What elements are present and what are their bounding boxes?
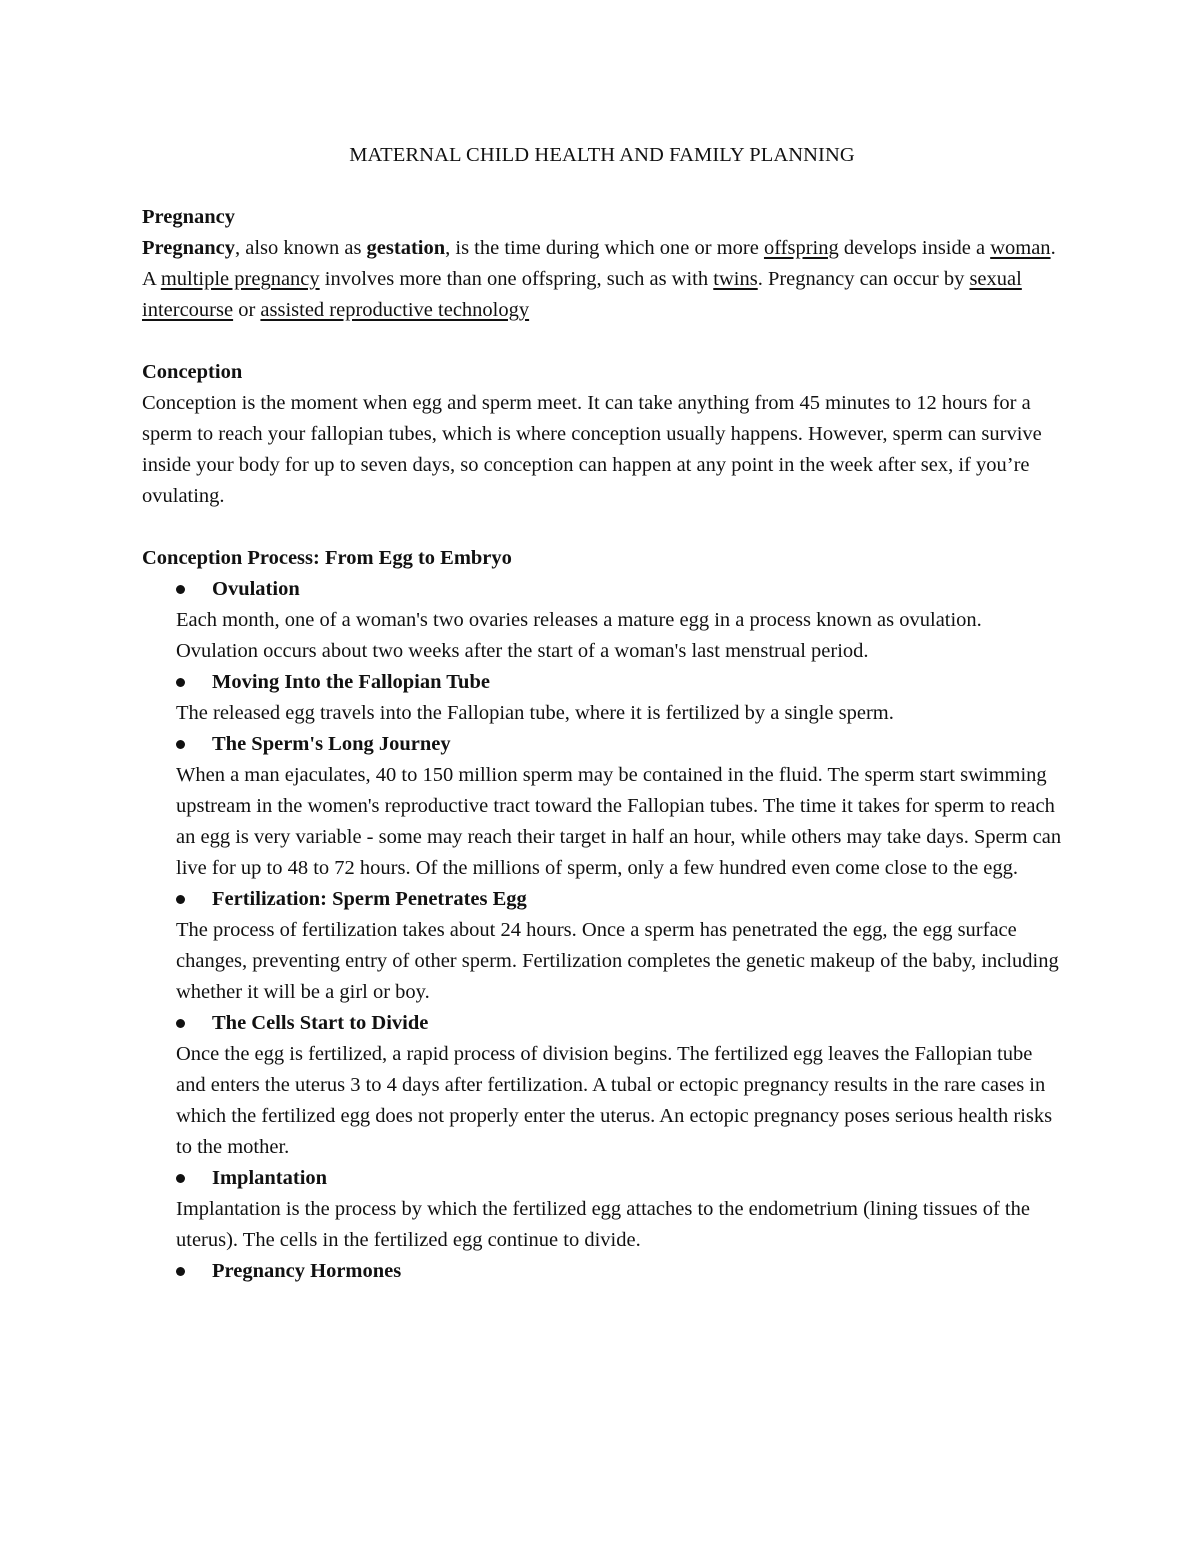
list-item (142, 1163, 1062, 1256)
list-item (142, 729, 1062, 884)
text-run: , is the time during which one or more (445, 237, 764, 259)
step-text: The process of fertilization takes about 24 hours. Once a sperm has penetrated the egg, the egg surface changes, preventing entry of other sperm. Fertilization completes the genetic makeup of the baby, including whether it will be a girl or boy. (176, 919, 1059, 1003)
list-item (142, 884, 1062, 1008)
link-multiple-pregnancy[interactable]: multiple pregnancy (160, 268, 320, 290)
conception-paragraph: Conception is the moment when egg and sperm meet. It can take anything from 45 minutes to 12 hours for a sperm to reach your fallopian tubes, which is where conception usually happens. However, sperm can survive inside your body for up to seven days, so conception can happen at any point in the week after sex, if you’re ovulating. (142, 392, 1042, 507)
list-item (142, 1008, 1062, 1163)
step-title: Pregnancy Hormones (212, 1260, 402, 1282)
conception-process-section (142, 543, 1062, 1287)
conception-section (142, 357, 1062, 512)
document-title: MATERNAL CHILD HEALTH AND FAMILY PLANNING (349, 144, 855, 166)
link-sexual-intercourse[interactable]: sexual intercourse (142, 268, 1022, 321)
step-title: Fertilization: Sperm Penetrates Egg (212, 888, 527, 910)
text-run: develops inside a (838, 237, 991, 259)
step-title: Implantation (212, 1167, 328, 1189)
bullet-icon (176, 1174, 185, 1183)
link-offspring[interactable]: offspring (763, 237, 839, 259)
step-title: The Cells Start to Divide (212, 1012, 429, 1034)
step-title: Moving Into the Fallopian Tube (212, 671, 490, 693)
list-item (142, 574, 1062, 667)
pregnancy-section (142, 202, 1062, 326)
step-text: Each month, one of a woman's two ovaries releases a mature egg in a process known as ovulation. Ovulation occurs about two weeks after the start of a woman's last menstrual period. (176, 609, 982, 662)
text-run: . A (142, 237, 1056, 290)
bullet-icon (176, 1267, 185, 1276)
step-text: Once the egg is fertilized, a rapid process of division begins. The fertilized egg leaves the Fallopian tube and enters the uterus 3 to 4 days after fertilization. A tubal or ectopic pregnancy results in the rare cases in which the fertilized egg does not properly enter the uterus. An ectopic pregnancy poses serious health risks to the mother. (176, 1043, 1053, 1158)
pregnancy-heading: Pregnancy (142, 206, 236, 228)
conception-heading: Conception (142, 361, 243, 383)
step-title: Ovulation (212, 578, 300, 600)
link-twins[interactable]: twins (713, 268, 758, 290)
pregnancy-paragraph (142, 233, 1062, 326)
document-page (142, 140, 1062, 1287)
step-text: When a man ejaculates, 40 to 150 million sperm may be contained in the fluid. The sperm start swimming upstream in the women's reproductive tract toward the Fallopian tubes. The time it takes for sperm to reach an egg is very variable - some may reach their target in half an hour, while others may take days. Sperm can live for up to 48 to 72 hours. Of the millions of sperm, only a few hundred even come close to the egg. (176, 764, 1062, 879)
step-title: The Sperm's Long Journey (212, 733, 451, 755)
link-woman[interactable]: woman (990, 237, 1051, 259)
bullet-icon (176, 740, 185, 749)
bullet-icon (176, 895, 185, 904)
step-text: The released egg travels into the Fallopian tube, where it is fertilized by a single sperm. (176, 702, 894, 724)
process-steps-list (142, 574, 1062, 1287)
term-gestation: gestation (366, 237, 446, 259)
bullet-icon (176, 585, 185, 594)
text-run: . Pregnancy can occur by (757, 268, 970, 290)
list-item (142, 1256, 1062, 1287)
list-item (142, 667, 1062, 729)
text-run: involves more than one offspring, such as with (319, 268, 714, 290)
conception-process-heading: Conception Process: From Egg to Embryo (142, 547, 512, 569)
step-text: Implantation is the process by which the fertilized egg attaches to the endometrium (lining tissues of the uterus). The cells in the fertilized egg continue to divide. (176, 1198, 1030, 1251)
term-pregnancy: Pregnancy (142, 237, 236, 259)
bullet-icon (176, 678, 185, 687)
text-run: or (233, 299, 261, 321)
link-assisted-reproductive-technology[interactable]: assisted reproductive technology (260, 299, 530, 321)
bullet-icon (176, 1019, 185, 1028)
text-run: , also known as (235, 237, 367, 259)
